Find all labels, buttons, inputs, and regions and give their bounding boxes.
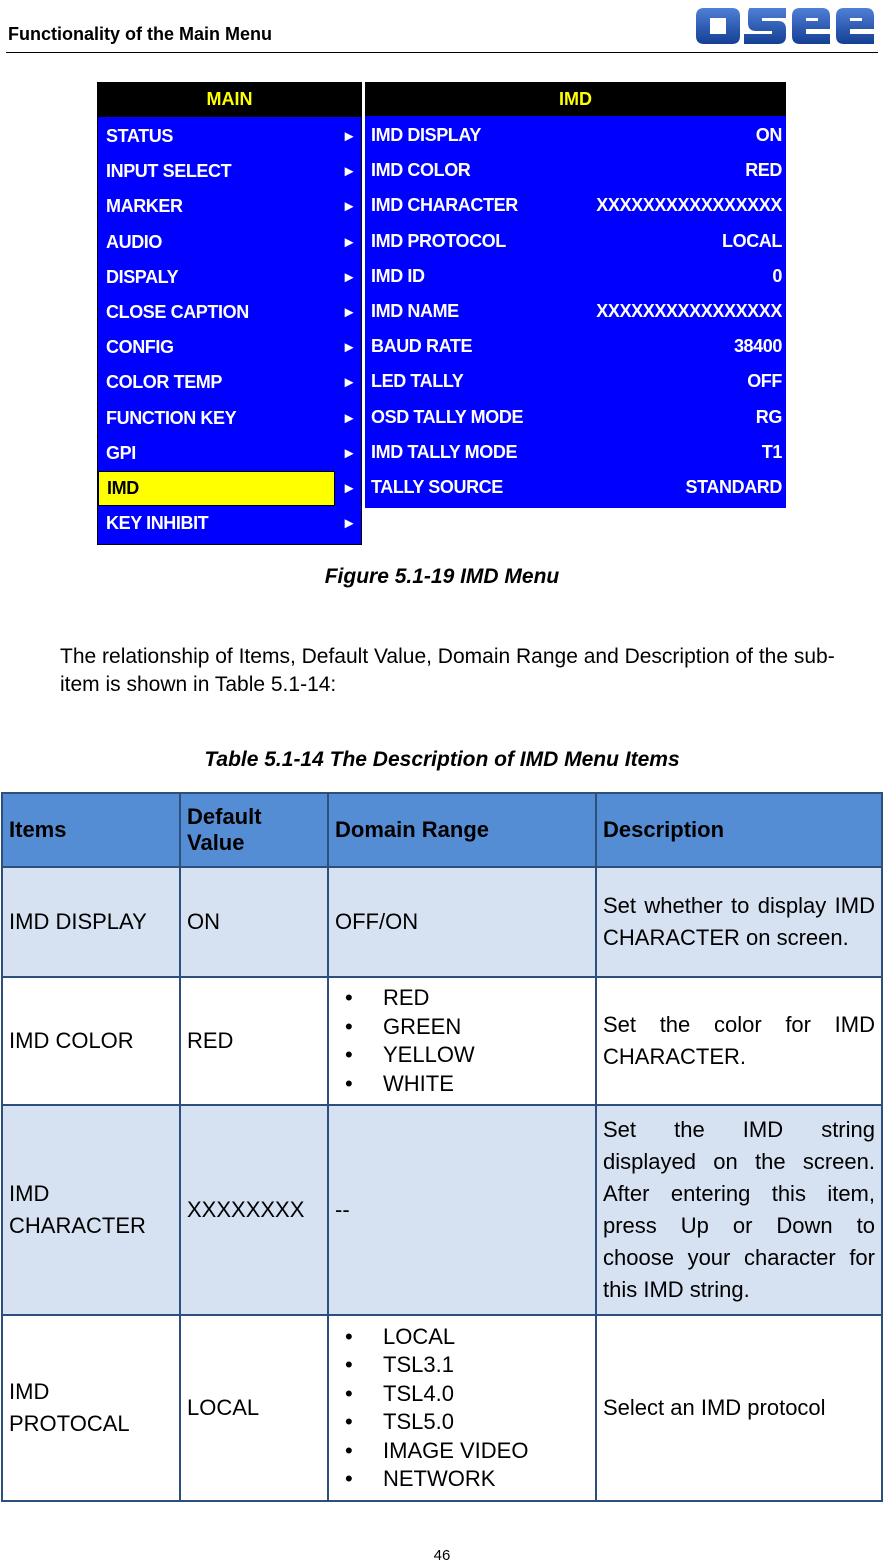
header-domain-range: Domain Range	[328, 793, 596, 867]
cell-description: Set the IMD string displayed on the screen. After entering this item, press Up or Down to choose your character for this IMD string.	[596, 1105, 882, 1315]
imd-menu-item-value: RED	[745, 160, 782, 181]
imd-menu-item-value: 0	[772, 265, 782, 286]
submenu-arrow-icon: ►	[341, 304, 357, 322]
cell-default-value: ON	[180, 867, 328, 977]
main-menu-list	[97, 116, 362, 545]
domain-option: • YELLOW	[335, 1041, 589, 1070]
imd-menu-item[interactable]	[365, 224, 786, 259]
imd-menu-item-value: XXXXXXXXXXXXXXXX	[596, 195, 782, 216]
domain-option: • TSL5.0	[335, 1408, 589, 1437]
imd-menu-item[interactable]	[365, 364, 786, 399]
domain-option: • RED	[335, 984, 589, 1013]
domain-options-list	[335, 1323, 589, 1494]
cell-default-value: LOCAL	[180, 1315, 328, 1501]
cell-domain-range: OFF/ON	[328, 867, 596, 977]
imd-menu-item[interactable]	[365, 118, 786, 153]
osee-logo	[694, 4, 878, 48]
main-menu-item-label: COLOR TEMP	[106, 372, 222, 393]
main-menu-item[interactable]	[98, 471, 361, 506]
main-menu-item-label: GPI	[106, 442, 136, 463]
main-menu-item-label: FUNCTION KEY	[106, 407, 237, 428]
header-default-value: Default Value	[180, 793, 328, 867]
cell-default-value: XXXXXXXX	[180, 1105, 328, 1315]
imd-menu-item-label: LED TALLY	[371, 371, 464, 392]
imd-menu-item-value: XXXXXXXXXXXXXXXX	[596, 301, 782, 322]
cell-domain-range	[328, 1315, 596, 1501]
main-menu-item[interactable]	[98, 154, 361, 189]
submenu-arrow-icon: ►	[341, 233, 357, 251]
table-row	[2, 977, 882, 1105]
imd-menu-item-label: BAUD RATE	[371, 336, 473, 357]
imd-menu-item-label: OSD TALLY MODE	[371, 406, 524, 427]
submenu-arrow-icon: ►	[341, 374, 357, 392]
main-menu-item[interactable]	[98, 295, 361, 330]
imd-menu-item[interactable]	[365, 435, 786, 470]
imd-menu-item-value: LOCAL	[722, 230, 782, 251]
cell-domain-range	[328, 977, 596, 1105]
imd-menu-item-label: IMD PROTOCOL	[371, 230, 506, 251]
imd-menu-item[interactable]	[365, 294, 786, 329]
domain-option: • TSL4.0	[335, 1380, 589, 1409]
main-menu-item-label: STATUS	[106, 126, 173, 147]
main-menu-item-label: CONFIG	[106, 337, 174, 358]
table-row	[2, 1315, 882, 1501]
imd-menu-item[interactable]	[365, 259, 786, 294]
imd-menu-item-label: IMD DISPLAY	[371, 125, 481, 146]
imd-menu-item-label: IMD COLOR	[371, 160, 471, 181]
imd-menu-item[interactable]	[365, 188, 786, 223]
main-menu-item[interactable]	[98, 260, 361, 295]
imd-menu-item-value: OFF	[747, 371, 782, 392]
domain-option: • WHITE	[335, 1070, 589, 1099]
imd-menu-item-label: IMD ID	[371, 265, 425, 286]
cell-item: IMD PROTOCAL	[2, 1315, 180, 1501]
main-menu-item-label: AUDIO	[106, 231, 162, 252]
table-row	[2, 867, 882, 977]
submenu-arrow-icon: ►	[341, 444, 357, 462]
figure-caption: Figure 5.1-19 IMD Menu	[324, 565, 560, 588]
domain-option: • IMAGE VIDEO	[335, 1437, 589, 1466]
imd-menu-item-value: ON	[755, 125, 782, 146]
main-menu-item-label: IMD	[98, 471, 335, 506]
main-menu-item[interactable]	[98, 365, 361, 400]
cell-default-value: RED	[180, 977, 328, 1105]
table-caption: Table 5.1-14 The Description of IMD Menu Items	[204, 748, 680, 771]
cell-item: IMD CHARACTER	[2, 1105, 180, 1315]
imd-menu-item-label: TALLY SOURCE	[371, 476, 503, 497]
cell-description: Set the color for IMD CHARACTER.	[596, 977, 882, 1105]
main-menu-item[interactable]	[98, 189, 361, 224]
table-header-row	[2, 793, 882, 867]
page-header-title: Functionality of the Main Menu	[8, 24, 272, 44]
submenu-arrow-icon: ►	[341, 198, 357, 216]
domain-option: • LOCAL	[335, 1323, 589, 1352]
cell-description: Select an IMD protocol	[596, 1315, 882, 1501]
main-menu-item[interactable]	[98, 436, 361, 471]
submenu-arrow-icon: ►	[341, 339, 357, 357]
main-menu-item-label: MARKER	[106, 196, 183, 217]
main-menu-item[interactable]	[98, 506, 361, 541]
submenu-arrow-icon: ►	[341, 409, 357, 427]
table-row	[2, 1105, 882, 1315]
header-description: Description	[596, 793, 882, 867]
header-rule	[6, 52, 878, 53]
imd-menu-item[interactable]	[365, 153, 786, 188]
imd-menu-item-value: RG	[755, 406, 782, 427]
domain-option: • TSL3.1	[335, 1351, 589, 1380]
imd-menu-item[interactable]	[365, 400, 786, 435]
imd-menu-item[interactable]	[365, 470, 786, 505]
main-menu-item-label: CLOSE CAPTION	[106, 302, 249, 323]
imd-menu-item-value: 38400	[733, 336, 782, 357]
imd-menu-item-value: STANDARD	[685, 476, 782, 497]
main-menu-item[interactable]	[98, 401, 361, 436]
imd-menu-item-label: IMD NAME	[371, 301, 459, 322]
main-menu-item[interactable]	[98, 119, 361, 154]
submenu-arrow-icon: ►	[341, 515, 357, 533]
submenu-arrow-icon: ►	[341, 268, 357, 286]
submenu-arrow-icon: ►	[341, 163, 357, 181]
imd-menu-item-value: T1	[761, 441, 782, 462]
domain-option: • NETWORK	[335, 1465, 589, 1494]
main-menu-panel	[97, 82, 362, 545]
body-paragraph: The relationship of Items, Default Value, Domain Range and Description of the sub-item is shown in Table 5.1-14:	[60, 645, 835, 696]
imd-menu-item-label: IMD TALLY MODE	[371, 441, 518, 462]
cell-item: IMD DISPLAY	[2, 867, 180, 977]
domain-options-list	[335, 984, 589, 1098]
main-menu-item-label: KEY INHIBIT	[106, 513, 209, 534]
main-menu-item-label: DISPALY	[106, 266, 179, 287]
page-number: 46	[433, 1547, 451, 1564]
imd-menu-panel	[365, 82, 786, 508]
imd-menu-title: IMD	[365, 82, 786, 116]
cell-domain-range: --	[328, 1105, 596, 1315]
imd-menu-list	[365, 116, 786, 508]
domain-option: • GREEN	[335, 1013, 589, 1042]
imd-menu-item-label: IMD CHARACTER	[371, 195, 518, 216]
imd-items-table	[1, 792, 883, 1502]
submenu-arrow-icon: ►	[341, 128, 357, 146]
main-menu-title: MAIN	[97, 82, 362, 116]
main-menu-item[interactable]	[98, 225, 361, 260]
main-menu-item[interactable]	[98, 330, 361, 365]
cell-description: Set whether to display IMD CHARACTER on screen.	[596, 867, 882, 977]
header-items: Items	[2, 793, 180, 867]
submenu-arrow-icon: ►	[341, 479, 357, 497]
imd-menu-item[interactable]	[365, 329, 786, 364]
main-menu-item-label: INPUT SELECT	[106, 161, 232, 182]
cell-item: IMD COLOR	[2, 977, 180, 1105]
